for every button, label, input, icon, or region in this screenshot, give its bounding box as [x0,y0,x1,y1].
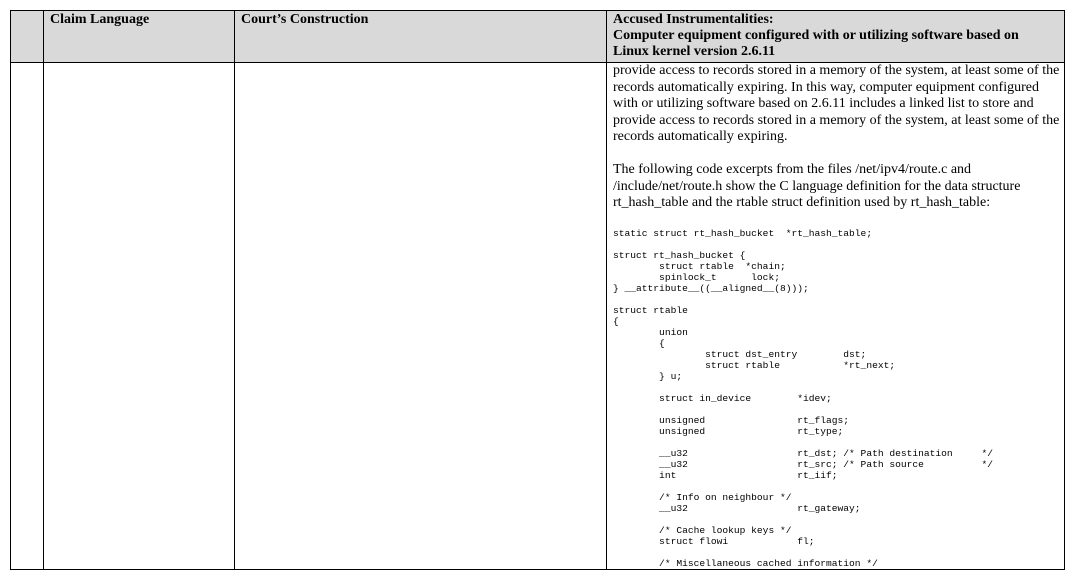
header-claim-language: Claim Language [44,11,235,63]
header-accused-description: Computer equipment configured with or utilizing software based on Linux kernel version 2.6.11 [613,28,1019,59]
header-accused-title: Accused Instrumentalities: [613,12,774,27]
code-excerpt-hash-table: static struct rt_hash_bucket *rt_hash_table; [613,227,873,239]
evidence-paragraph-2: The following code excerpts from the files /net/ipv4/route.c and /include/net/route.h show the C language definition for the data structure rt_hash_table and the rtable struct definition used by rt_hash_table: [613,161,1021,211]
accused-instrumentalities-cell [607,63,1065,570]
claim-chart-table [10,10,1065,570]
code-excerpt-neighbour: /* Info on neighbour */ __u32 rt_gateway; [659,491,861,514]
code-excerpt-cache-keys: /* Cache lookup keys */ struct flowi fl; [659,524,815,547]
row-index-cell [11,63,44,570]
header-index-cell [11,11,44,63]
code-excerpt-misc: /* Miscellaneous cached information */ [613,557,878,569]
code-excerpt-rtable-union: struct rtable { union { struct dst_entry dst; struct rtable *rt_next; } u; [613,304,896,382]
header-accused-instrumentalities [607,11,1065,63]
code-excerpt-idev: struct in_device *idev; [613,392,832,404]
header-row [11,11,1065,63]
table-row [11,63,1065,570]
code-excerpt-addresses: __u32 rt_dst; /* Path destination */ __u32 rt_src; /* Path source */ int rt_iif; [659,447,993,481]
evidence-paragraph-1: provide access to records stored in a memory of the system, at least some of the records automatically expiring. In this way, computer equipment configured with or utilizing software based on 2.6.11 includes a linked list to store and provide access to records stored in a memory of the system, at least some of the records automatically expiring. [613,63,1060,145]
header-courts-construction: Court’s Construction [235,11,607,63]
code-excerpt-flags: unsigned rt_flags; unsigned rt_type; [659,414,850,437]
claim-language-cell [44,63,235,570]
courts-construction-cell [235,63,607,570]
code-excerpt-hash-bucket: struct rt_hash_bucket { struct rtable *chain; spinlock_t lock; } __attribute__((__aligned__(8))); [613,249,809,294]
